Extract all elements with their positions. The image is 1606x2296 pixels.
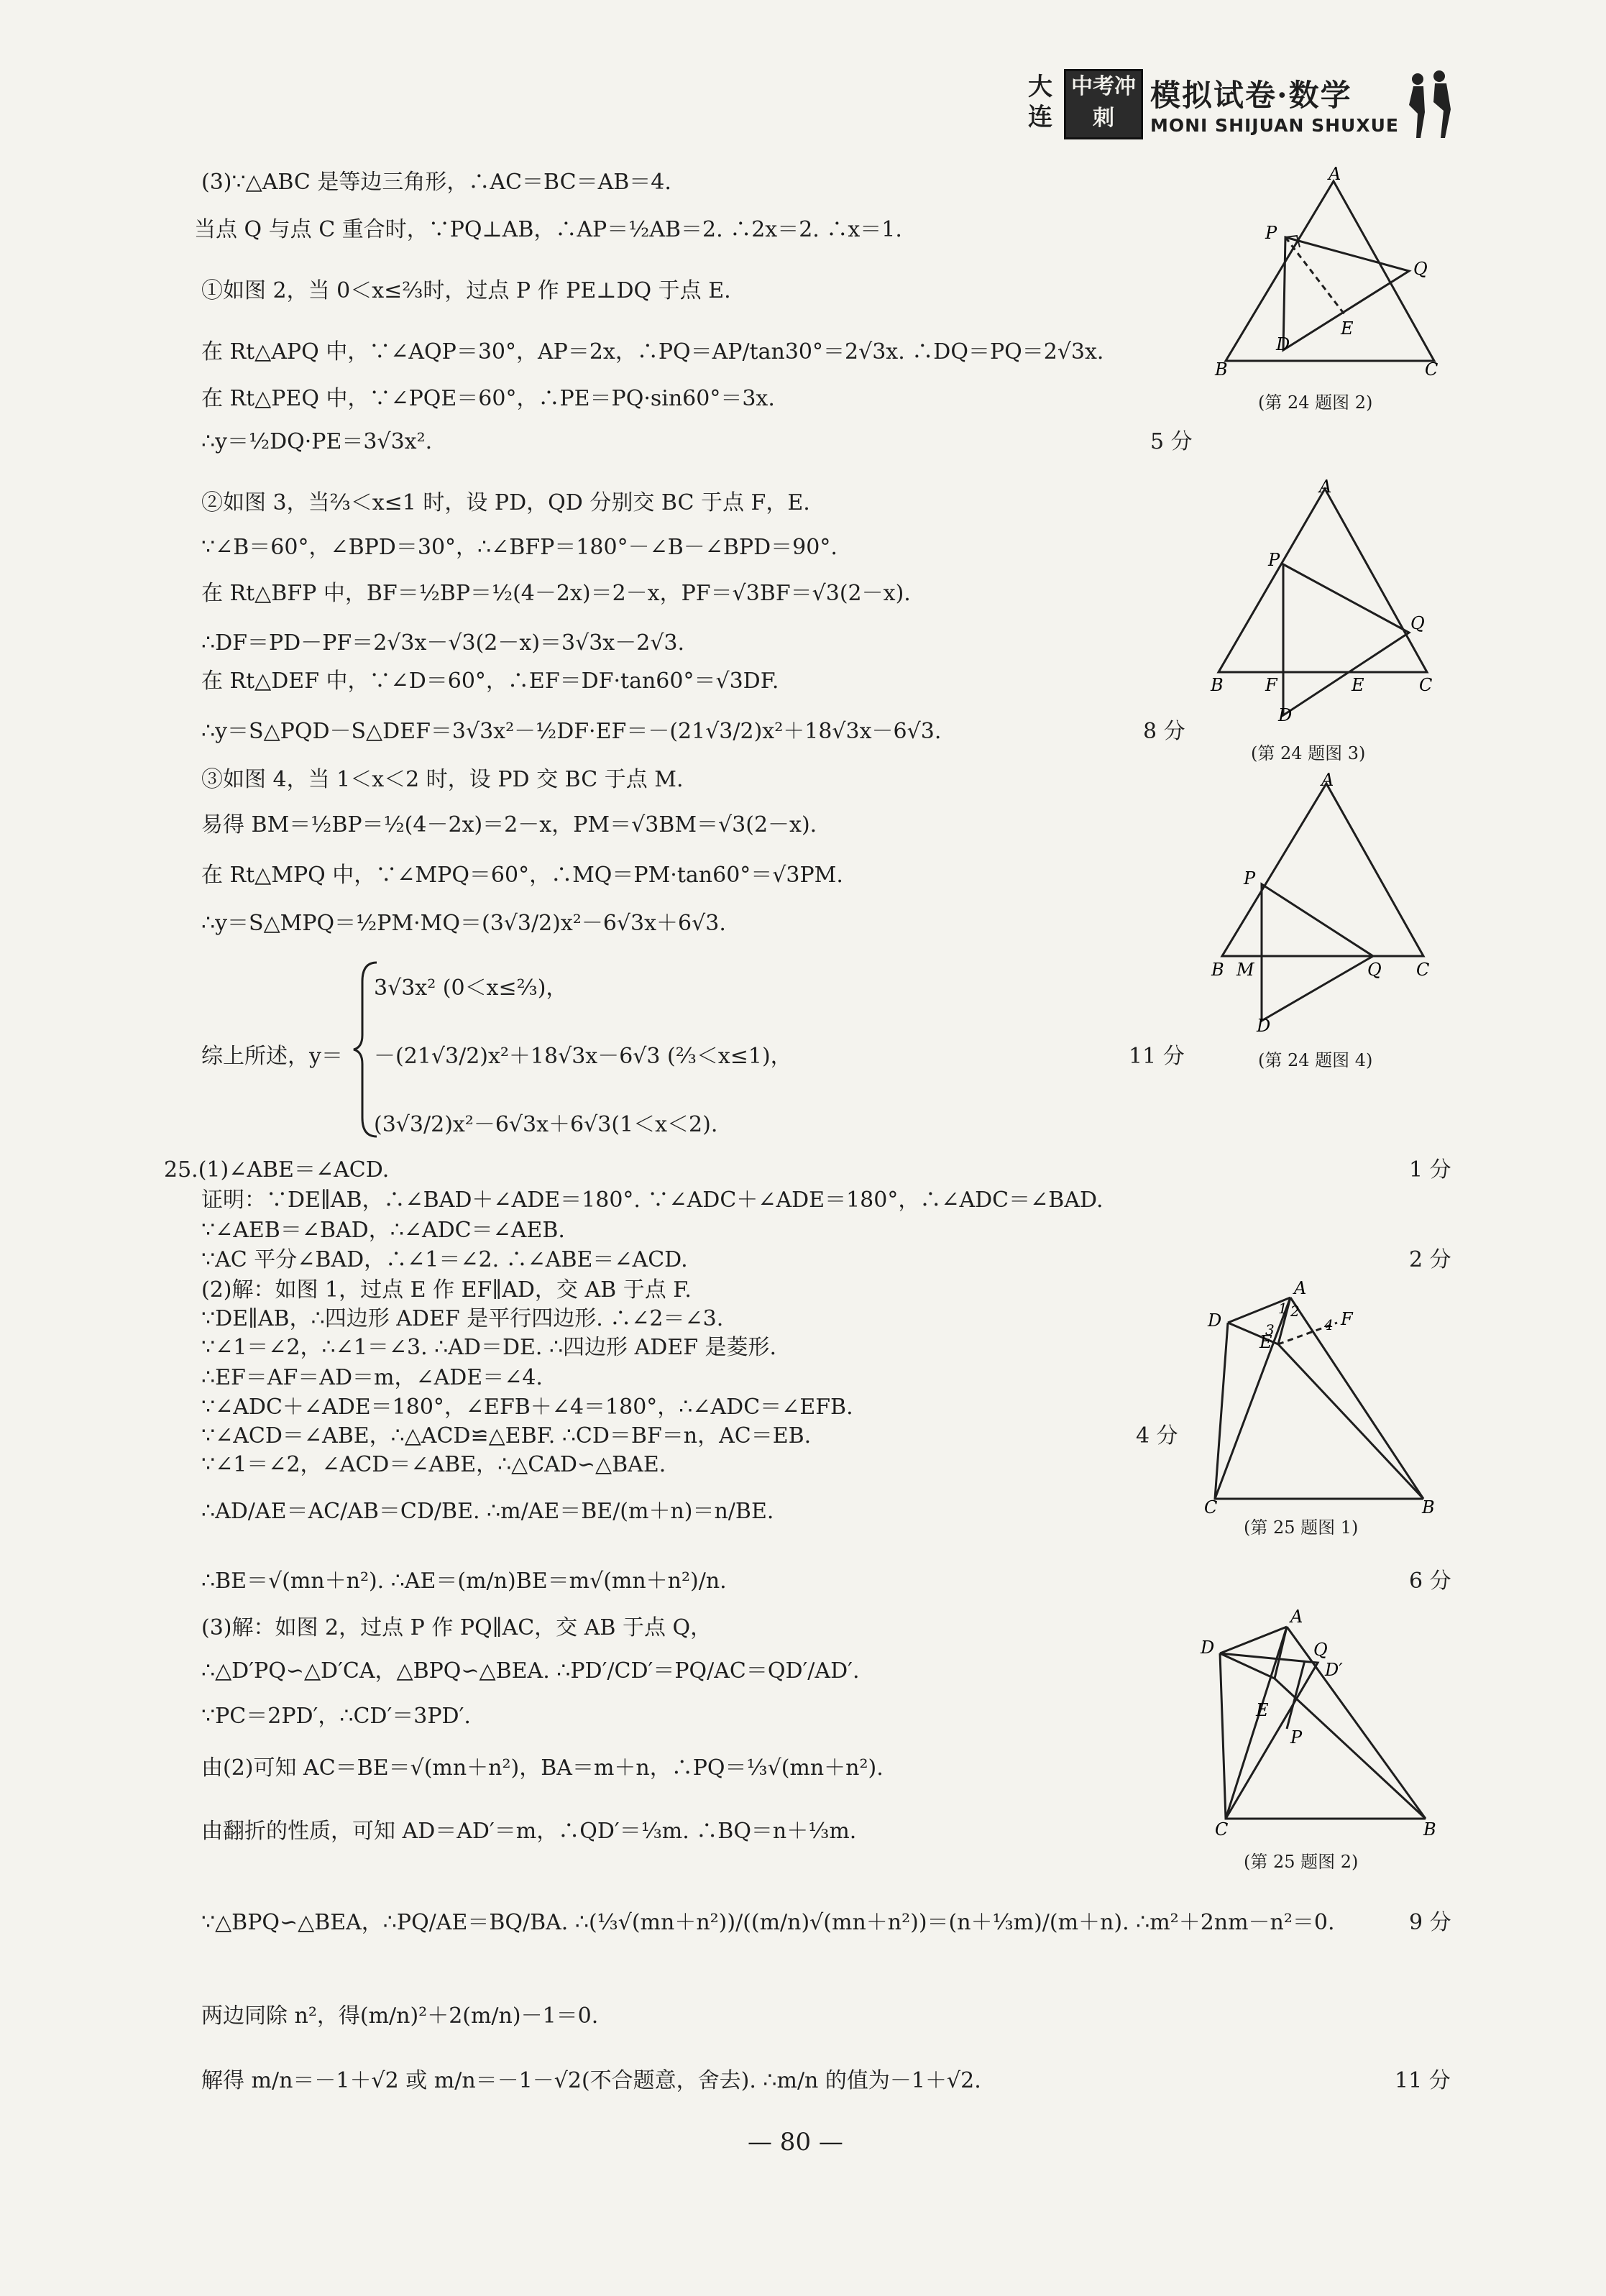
figure-24-3 [1208, 477, 1445, 725]
text-line: ∴y＝½DQ·PE＝3√3x². [201, 429, 433, 454]
vertex-label: Q [1413, 259, 1428, 279]
text-line: 在 Rt△DEF 中，∵∠D＝60°，∴EF＝DF·tan60°＝√3DF. [201, 669, 779, 694]
vertex-label: E [1352, 675, 1364, 695]
figure-caption: (第 25 题图 2) [1244, 1852, 1359, 1872]
vertex-label: A [1294, 1278, 1307, 1298]
vertex-label: B [1215, 359, 1228, 380]
angle-label: 1 [1278, 1300, 1288, 1317]
score-mark: 8 分 [1143, 719, 1185, 744]
runners-logo-icon [1402, 69, 1459, 141]
text-line: ∵∠1＝∠2，∴∠1＝∠3. ∴AD＝DE. ∴四边形 ADEF 是菱形. [201, 1335, 777, 1360]
text-line: (3)解：如图 2，过点 P 作 PQ∥AC，交 AB 于点 Q， [201, 1615, 712, 1640]
text-line: 在 Rt△BFP 中，BF＝½BP＝½(4－2x)＝2－x，PF＝√3BF＝√3(2－x). [201, 581, 911, 606]
vertex-label: D [1201, 1638, 1215, 1658]
text-line: ∵PC＝2PD′，∴CD′＝3PD′. [201, 1704, 471, 1729]
text-line: 在 Rt△PEQ 中，∵∠PQE＝60°，∴PE＝PQ·sin60°＝3x. [201, 386, 775, 411]
vertex-label: D [1208, 1310, 1222, 1331]
text-line: ∵∠ADC＋∠ADE＝180°，∠EFB＋∠4＝180°，∴∠ADC＝∠EFB. [201, 1395, 853, 1420]
text-line: ∴EF＝AF＝AD＝m，∠ADE＝∠4. [201, 1365, 543, 1390]
header-subtitle: MONI SHIJUAN SHUXUE [1150, 115, 1399, 136]
vertex-label: P [1268, 550, 1280, 570]
text-line: 证明：∵DE∥AB，∴∠BAD＋∠ADE＝180°. ∵∠ADC＋∠ADE＝180°，∴∠ADC＝∠BAD. [201, 1188, 1103, 1213]
text-line: ∵∠B＝60°，∠BPD＝30°，∴∠BFP＝180°－∠B－∠BPD＝90°. [201, 535, 838, 560]
angle-label: 3 [1265, 1321, 1275, 1338]
vertex-label: Q [1367, 960, 1382, 980]
text-line: 3√3x² (0＜x≤⅔)， [374, 975, 568, 1001]
vertex-label: A [1329, 164, 1341, 184]
vertex-label: P [1290, 1727, 1303, 1748]
text-line: ②如图 3，当⅔＜x≤1 时，设 PD，QD 分别交 BC 于点 F，E. [201, 490, 810, 515]
text-line: 综上所述，y＝ [201, 1044, 343, 1069]
text-line: (3√3/2)x²－6√3x＋6√3(1＜x＜2). [374, 1112, 718, 1137]
text-line: ∴y＝S△MPQ＝½PM·MQ＝(3√3/2)x²－6√3x＋6√3. [201, 911, 726, 936]
text-line: 25.(1)∠ABE＝∠ACD. [164, 1157, 390, 1183]
figure-caption: (第 24 题图 2) [1258, 392, 1373, 413]
vertex-label: D [1257, 1016, 1271, 1036]
text-line: ∴DF＝PD－PF＝2√3x－√3(2－x)＝3√3x－2√3. [201, 630, 685, 656]
score-mark: 5 分 [1150, 429, 1193, 454]
vertex-label: A [1290, 1607, 1303, 1627]
vertex-label: B [1422, 1497, 1435, 1517]
text-line: 由翻折的性质，可知 AD＝AD′＝m，∴QD′＝⅓m. ∴BQ＝n＋⅓m. [201, 1819, 857, 1844]
score-mark: 4 分 [1136, 1423, 1178, 1448]
vertex-label: D [1276, 334, 1290, 354]
text-line: (3)∵△ABC 是等边三角形，∴AC＝BC＝AB＝4. [201, 170, 671, 195]
figure-caption: (第 25 题图 1) [1244, 1517, 1359, 1538]
score-mark: 11 分 [1129, 1044, 1185, 1069]
text-line: ∴BE＝√(mn＋n²). ∴AE＝(m/n)BE＝m√(mn＋n²)/n. [201, 1569, 727, 1594]
vertex-label: F [1341, 1309, 1353, 1329]
vertex-label: A [1319, 477, 1332, 497]
vertex-label: C [1215, 1819, 1229, 1840]
figure-caption: (第 24 题图 4) [1258, 1050, 1373, 1070]
header-badge: 中考冲刺 [1064, 69, 1143, 139]
vertex-label: A [1321, 770, 1334, 790]
vertex-label: F [1265, 675, 1277, 695]
figure-24-2 [1215, 164, 1452, 382]
score-mark: 6 分 [1409, 1569, 1451, 1594]
text-line: 易得 BM＝½BP＝½(4－2x)＝2－x，PM＝√3BM＝√3(2－x). [201, 812, 817, 837]
text-line: ∵∠AEB＝∠BAD，∴∠ADC＝∠AEB. [201, 1218, 565, 1243]
vertex-label: E [1341, 318, 1354, 339]
vertex-label: C [1204, 1497, 1218, 1517]
page-number: — 80 — [748, 2128, 843, 2157]
vertex-label: D′ [1325, 1660, 1343, 1680]
figure-24-4 [1208, 770, 1445, 1036]
angle-label: 4 [1324, 1316, 1334, 1333]
figure-25-2 [1197, 1607, 1441, 1840]
text-line: (2)解：如图 1，过点 E 作 EF∥AD，交 AB 于点 F. [201, 1277, 692, 1303]
text-line: 由(2)可知 AC＝BE＝√(mn＋n²)，BA＝m＋n，∴PQ＝⅓√(mn＋n²). [201, 1755, 884, 1781]
score-mark: 11 分 [1395, 2068, 1451, 2093]
vertex-label: B [1423, 1819, 1436, 1840]
text-line: 在 Rt△APQ 中，∵∠AQP＝30°，AP＝2x，∴PQ＝AP/tan30°＝2√3x. ∴DQ＝PQ＝2√3x. [201, 339, 1104, 364]
text-line: ∴△D′PQ∽△D′CA，△BPQ∽△BEA. ∴PD′/CD′＝PQ/AC＝QD′/AD′. [201, 1658, 860, 1684]
vertex-label: Q [1313, 1640, 1328, 1660]
vertex-label: E [1256, 1700, 1269, 1720]
vertex-label: E [1259, 1332, 1272, 1352]
text-line: 两边同除 n²，得(m/n)²＋2(m/n)－1＝0. [201, 2003, 599, 2029]
vertex-label: C [1416, 960, 1430, 980]
score-mark: 1 分 [1409, 1157, 1451, 1183]
vertex-label: D [1278, 705, 1293, 725]
vertex-label: B [1211, 960, 1224, 980]
text-line: ∵∠ACD＝∠ABE，∴△ACD≌△EBF. ∴CD＝BF＝n，AC＝EB. [201, 1423, 812, 1448]
header-title: 模拟试卷·数学 [1150, 78, 1352, 113]
vertex-label: Q [1410, 613, 1425, 633]
header-city: 大连 [1028, 73, 1052, 132]
page-header [1028, 69, 1467, 148]
score-mark: 9 分 [1409, 1910, 1451, 1935]
text-line: ∵AC 平分∠BAD，∴∠1＝∠2. ∴∠ABE＝∠ACD. [201, 1247, 688, 1272]
score-mark: 2 分 [1409, 1247, 1451, 1272]
vertex-label: P [1265, 223, 1277, 243]
figure-25-1 [1193, 1276, 1438, 1517]
vertex-label: C [1425, 359, 1438, 380]
vertex-label: C [1419, 675, 1433, 695]
text-line: ∵DE∥AB，∴四边形 ADEF 是平行四边形. ∴∠2＝∠3. [201, 1306, 724, 1331]
vertex-label: P [1244, 868, 1256, 888]
angle-label: 2 [1290, 1303, 1300, 1320]
text-line: ∵△BPQ∽△BEA，∴PQ/AE＝BQ/BA. ∴(⅓√(mn＋n²))/((m/n)√(mn＋n²))＝(n＋⅓m)/(m＋n). ∴m²＋2nm－n²＝0. [201, 1910, 1335, 1935]
text-line: ∴y＝S△PQD－S△DEF＝3√3x²－½DF·EF＝－(21√3/2)x²＋18√3x－6√3. [201, 719, 942, 744]
text-line: －(21√3/2)x²＋18√3x－6√3 (⅔＜x≤1)， [374, 1044, 792, 1069]
text-line: 在 Rt△MPQ 中，∵∠MPQ＝60°，∴MQ＝PM·tan60°＝√3PM. [201, 863, 843, 888]
text-line: 当点 Q 与点 C 重合时，∵PQ⊥AB，∴AP＝½AB＝2. ∴2x＝2. ∴x＝1. [194, 217, 902, 242]
text-line: ∵∠1＝∠2，∠ACD＝∠ABE，∴△CAD∽△BAE. [201, 1452, 666, 1477]
text-line: ③如图 4，当 1＜x＜2 时，设 PD 交 BC 于点 M. [201, 767, 684, 792]
text-line: ∴AD/AE＝AC/AB＝CD/BE. ∴m/AE＝BE/(m＋n)＝n/BE. [201, 1499, 774, 1524]
text-line: 解得 m/n＝－1＋√2 或 m/n＝－1－√2(不合题意，舍去). ∴m/n 的值为－1＋√2. [201, 2068, 981, 2093]
figure-caption: (第 24 题图 3) [1251, 743, 1366, 763]
text-line: ①如图 2，当 0＜x≤⅔时，过点 P 作 PE⊥DQ 于点 E. [201, 278, 731, 303]
vertex-label: B [1211, 675, 1224, 695]
vertex-label: M [1236, 960, 1254, 980]
